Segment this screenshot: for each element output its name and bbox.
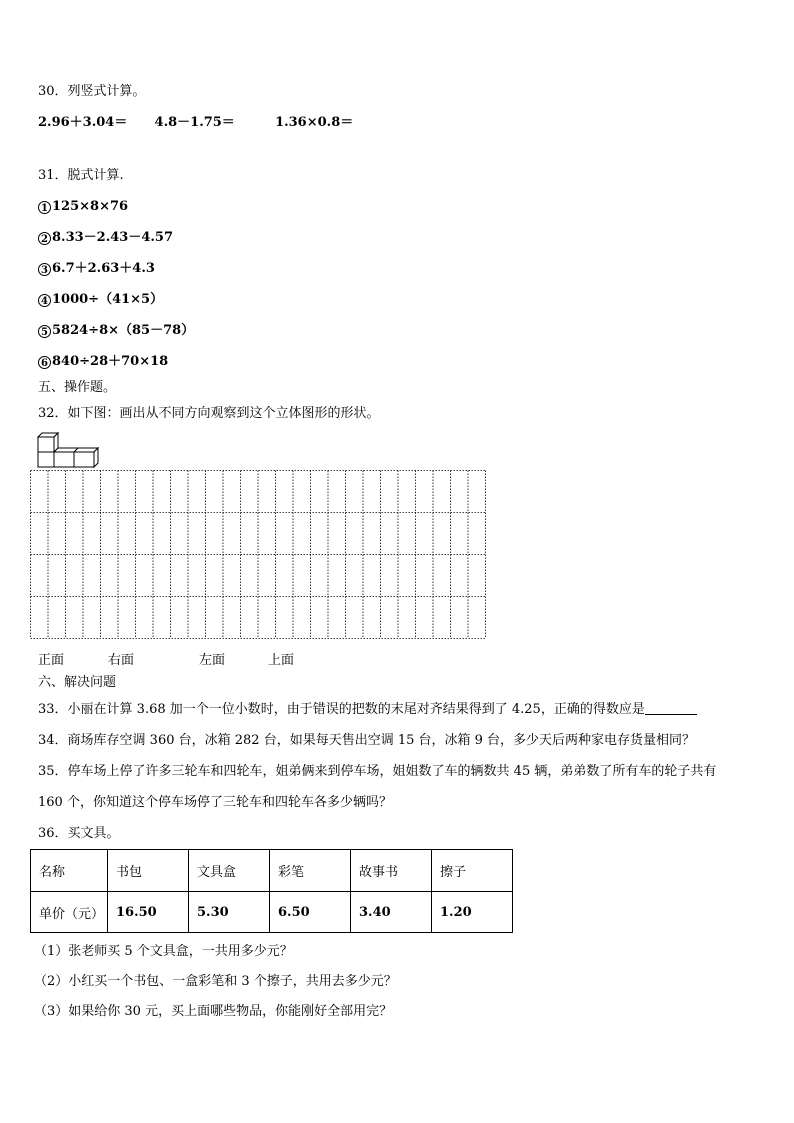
- table-cell-price: 16.50: [108, 892, 189, 933]
- view-label-top: 上面: [268, 653, 295, 668]
- q36-sub-2: （2）小红买一个书包、一盒彩笔和 3 个擦子，共用去多少元？: [34, 974, 397, 989]
- view-label-right: 右面: [108, 653, 135, 668]
- q36-sub-1: （1）张老师买 5 个文具盒，一共用多少元？: [34, 944, 293, 959]
- table-header-cell: 文具盒: [189, 850, 270, 892]
- view-label-front: 正面: [38, 653, 65, 668]
- q30-expr-2: 4.8－1.75＝: [154, 115, 235, 130]
- table-cell-price: 1.20: [432, 892, 513, 933]
- q31-item-2: [38, 230, 173, 246]
- answer-blank[interactable]: [645, 702, 697, 715]
- table-header-cell: 书包: [108, 850, 189, 892]
- q31-item-text: 6.7＋2.63＋4.3: [52, 261, 155, 276]
- table-header-cell: 名称: [31, 850, 108, 892]
- q31-item-text: 5824÷8×（85－78）: [52, 323, 195, 338]
- table-cell-price: 6.50: [270, 892, 351, 933]
- q30-expressions: [38, 115, 353, 131]
- table-header-row: [31, 850, 513, 892]
- q35-line-2: 160 个，你知道这个停车场停了三轮车和四轮车各多少辆吗？: [38, 795, 392, 810]
- section-5-heading: 五、操作题。: [38, 380, 117, 395]
- table-cell-price: 3.40: [351, 892, 432, 933]
- q31-item-5: [38, 323, 194, 339]
- q30-title: 30．列竖式计算。: [38, 84, 146, 99]
- q30-expr-1: 2.96＋3.04＝: [38, 115, 128, 130]
- drawing-grid: [30, 470, 486, 639]
- circled-number: 2: [38, 232, 51, 245]
- q31-item-text: 8.33－2.43－4.57: [52, 230, 173, 245]
- circled-number: 6: [38, 356, 51, 369]
- q36-sub-3: （3）如果给你 30 元，买上面哪些物品，你能刚好全部用完？: [34, 1004, 393, 1019]
- q30-expr-3: 1.36×0.8＝: [275, 115, 354, 130]
- q33-text: [38, 702, 697, 718]
- section-6-heading: 六、解决问题: [38, 675, 117, 690]
- view-label-left: 左面: [199, 653, 226, 668]
- q31-item-text: 840÷28＋70×18: [52, 354, 169, 369]
- table-row: [31, 892, 513, 933]
- q36-title: 36．买文具。: [38, 826, 120, 841]
- q31-title: 31．脱式计算.: [38, 168, 124, 183]
- q31-item-3: [38, 261, 155, 277]
- circled-number: 5: [38, 325, 51, 338]
- circled-number: 3: [38, 263, 51, 276]
- table-row-label: 单价（元）: [31, 892, 108, 933]
- q32-title: 32．如下图：画出从不同方向观察到这个立体图形的形状。: [38, 406, 380, 421]
- q35-line-1: 35．停车场上停了许多三轮车和四轮车，姐弟俩来到停车场，姐姐数了车的辆数共 45 辆，弟弟数了所有车的轮子共有: [38, 764, 717, 779]
- table-header-cell: 彩笔: [270, 850, 351, 892]
- q34-text: 34．商场库存空调 360 台，冰箱 282 台，如果每天售出空调 15 台，冰箱 9 台，多少天后两种家电存货量相同？: [38, 733, 696, 748]
- table-cell-price: 5.30: [189, 892, 270, 933]
- q31-item-4: [38, 292, 163, 308]
- q33-question: 33．小丽在计算 3.68 加一个一位小数时，由于错误的把数的末尾对齐结果得到了 4.25，正确的得数应是: [38, 702, 645, 717]
- q31-item-1: [38, 199, 128, 215]
- q31-item-text: 125×8×76: [52, 199, 129, 214]
- price-table: [30, 849, 513, 933]
- q31-item-6: [38, 354, 168, 370]
- table-header-cell: 擦子: [432, 850, 513, 892]
- table-header-cell: 故事书: [351, 850, 432, 892]
- cube-figure: [36, 431, 100, 469]
- q31-item-text: 1000÷（41×5）: [52, 292, 164, 307]
- circled-number: 1: [38, 201, 51, 214]
- circled-number: 4: [38, 294, 51, 307]
